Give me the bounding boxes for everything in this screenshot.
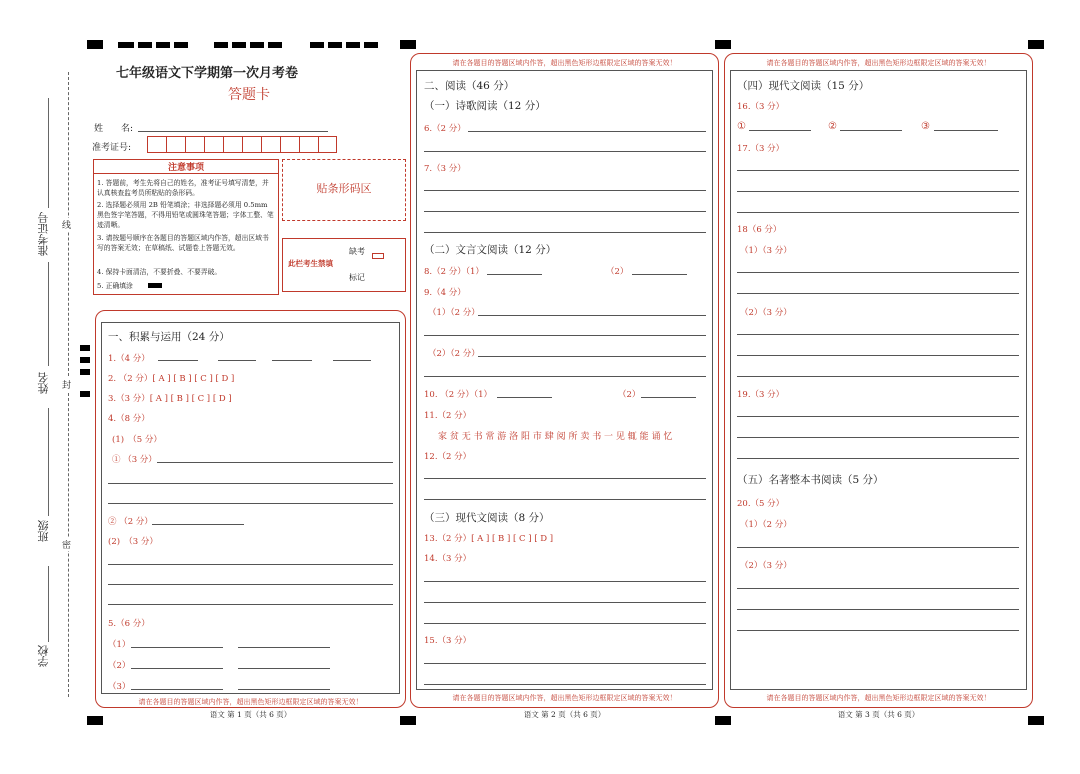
- answer-line[interactable]: [487, 274, 542, 275]
- answer-line[interactable]: [737, 376, 1019, 377]
- page2-top-warning: 请在各题目的答题区域内作答，超出黑色矩形边框限定区域的答案无效！: [452, 59, 677, 67]
- id-boxes[interactable]: [147, 136, 337, 153]
- q12-label: 12.（2 分）: [424, 452, 472, 462]
- answer-line[interactable]: [424, 478, 706, 479]
- card-title: 答题卡: [228, 87, 270, 103]
- sidebar-id-field: [48, 98, 49, 208]
- q20-2-label: （2）（3 分）: [740, 561, 792, 571]
- page2-footer: 语文 第 2 页（共 6 页）: [523, 710, 606, 719]
- position-mark: [87, 40, 103, 49]
- sidebar-school-field: [48, 566, 49, 642]
- q18-2-label: （2）（3 分）: [740, 308, 792, 318]
- id-label: 准考证号:: [92, 143, 132, 153]
- position-mark: [346, 42, 360, 48]
- q4-1b-label: ② （2 分）: [108, 517, 153, 527]
- q4-1-label: (1) （5 分）: [112, 435, 162, 445]
- answer-line[interactable]: [934, 130, 998, 131]
- page3-top-warning: 请在各题目的答题区域内作答，超出黑色矩形边框限定区域的答案无效！: [766, 59, 991, 67]
- answer-line[interactable]: [424, 232, 706, 233]
- answer-line[interactable]: [238, 647, 330, 648]
- sidebar-seal-mark: 封: [62, 378, 71, 391]
- q18-label: 18（6 分）: [737, 225, 782, 235]
- answer-line[interactable]: [737, 170, 1019, 171]
- answer-line[interactable]: [424, 581, 706, 582]
- q16-choice-3: ③: [921, 121, 930, 132]
- q20-1-label: （1）（2 分）: [740, 520, 792, 530]
- answer-line[interactable]: [737, 416, 1019, 417]
- absent-label: 缺考: [349, 247, 365, 256]
- answer-line[interactable]: [478, 315, 706, 316]
- position-mark: [715, 40, 731, 49]
- answer-line[interactable]: [152, 524, 244, 525]
- q1-label: 1.（4 分）: [108, 354, 150, 364]
- name-field[interactable]: [138, 131, 328, 132]
- exam-title: 七年级语文下学期第一次月考卷: [116, 66, 299, 81]
- sub1-title: （一）诗歌阅读（12 分）: [424, 100, 546, 112]
- q19-label: 19.（3 分）: [737, 390, 785, 400]
- sub5-title: （五）名著整本书阅读（5 分）: [737, 474, 884, 486]
- q14-label: 14.（3 分）: [424, 554, 472, 564]
- q20-label: 20.（5 分）: [737, 499, 785, 509]
- q11-label: 11.（2 分）: [424, 411, 472, 421]
- answer-line[interactable]: [333, 360, 371, 361]
- answer-line[interactable]: [749, 130, 811, 131]
- page2-section-title: 二、阅读（46 分）: [424, 80, 515, 92]
- answer-line[interactable]: [840, 130, 902, 131]
- answer-line[interactable]: [468, 131, 706, 132]
- answer-line[interactable]: [424, 499, 706, 500]
- position-mark: [156, 42, 170, 48]
- answer-line[interactable]: [737, 212, 1019, 213]
- position-mark: [174, 42, 188, 48]
- answer-line[interactable]: [424, 190, 706, 191]
- sidebar-line-mark: 线: [62, 218, 71, 231]
- absent-checkbox[interactable]: [372, 253, 384, 259]
- q11-text[interactable]: 家 贫 无 书 常 游 洛 阳 市 肆 阅 所 卖 书 一 见 辄 能 诵 忆: [438, 432, 673, 442]
- answer-line[interactable]: [131, 668, 223, 669]
- sidebar-name-label: 姓名: [37, 372, 50, 394]
- q13-choice[interactable]: 13.（2 分）[ A ] [ B ] [ C ] [ D ]: [424, 534, 554, 544]
- position-mark: [80, 345, 90, 351]
- answer-line[interactable]: [108, 483, 393, 484]
- answer-line[interactable]: [737, 437, 1019, 438]
- q9-1-label: （1）（2 分）: [428, 308, 480, 318]
- answer-line[interactable]: [108, 503, 393, 504]
- q18-1-label: （1）（3 分）: [740, 246, 792, 256]
- page1-footer: 语文 第 1 页（共 6 页）: [209, 710, 292, 719]
- position-mark: [400, 40, 416, 49]
- answer-line[interactable]: [424, 663, 706, 664]
- answer-line[interactable]: [424, 151, 706, 152]
- answer-line[interactable]: [108, 564, 393, 565]
- position-mark: [268, 42, 282, 48]
- answer-line[interactable]: [737, 355, 1019, 356]
- notice-item: 4. 保持卡面清洁，不要折叠、不要弄破。: [97, 268, 222, 276]
- q8b-label: （2）: [606, 267, 629, 277]
- answer-line[interactable]: [737, 609, 1019, 610]
- answer-line[interactable]: [424, 623, 706, 624]
- notice-title: 注意事项: [93, 160, 279, 174]
- q8-label: 8.（2 分）（1）: [424, 267, 484, 277]
- q5-2-label: （2）: [108, 661, 131, 671]
- q16-choice-1: ①: [737, 121, 746, 132]
- q9-2-label: （2）（2 分）: [428, 349, 480, 359]
- answer-line[interactable]: [158, 360, 198, 361]
- forbid-label: 此栏考生禁填: [288, 259, 333, 268]
- page3-answer-box: [730, 70, 1027, 690]
- q2-choice[interactable]: 2. （2 分）[ A ] [ B ] [ C ] [ D ]: [108, 374, 235, 384]
- q5-label: 5.（6 分）: [108, 619, 150, 629]
- page1-warning: 请在各题目的答题区域内作答，超出黑色矩形边框限定区域的答案无效！: [138, 698, 363, 706]
- answer-line[interactable]: [737, 458, 1019, 459]
- sub2-title: （二）文言文阅读（12 分）: [424, 244, 557, 256]
- answer-line[interactable]: [737, 293, 1019, 294]
- answer-line[interactable]: [131, 689, 223, 690]
- q10-label: 10. （2 分）（1）: [424, 390, 492, 400]
- q17-label: 17.（3 分）: [737, 144, 785, 154]
- fill-example: [148, 283, 162, 288]
- page2-warning: 请在各题目的答题区域内作答，超出黑色矩形边框限定区域的答案无效！: [452, 694, 677, 702]
- answer-line[interactable]: [737, 272, 1019, 273]
- answer-line[interactable]: [131, 647, 223, 648]
- q4-1a-label: ① （3 分）: [112, 455, 157, 465]
- notice-item: 5. 正确填涂: [97, 282, 133, 290]
- position-mark: [214, 42, 228, 48]
- position-mark: [118, 42, 134, 48]
- answer-line[interactable]: [424, 602, 706, 603]
- q9-label: 9.（4 分）: [424, 288, 466, 298]
- q15-label: 15.（3 分）: [424, 636, 472, 646]
- position-mark: [80, 369, 90, 375]
- answer-line[interactable]: [238, 668, 330, 669]
- answer-line[interactable]: [737, 630, 1019, 631]
- answer-line[interactable]: [641, 397, 696, 398]
- notice-item: 2. 选择题必须用 2B 铅笔填涂；非选择题必须用 0.5mm 黑色签字笔答题，不得用铅笔或圆珠笔答题；字体工整、笔迹清晰。: [97, 201, 274, 229]
- sub4-title: （四）现代文阅读（15 分）: [737, 80, 870, 92]
- position-mark: [364, 42, 378, 48]
- position-mark: [328, 42, 342, 48]
- answer-line[interactable]: [218, 360, 256, 361]
- mark-label: 标记: [349, 273, 365, 282]
- name-label: 姓 名:: [94, 124, 134, 134]
- answer-line[interactable]: [424, 376, 706, 377]
- position-mark: [310, 42, 324, 48]
- answer-line[interactable]: [157, 462, 393, 463]
- sidebar-name-field: [48, 262, 49, 366]
- q5-1-label: （1）: [108, 640, 131, 650]
- page1-section-title: 一、积累与运用（24 分）: [108, 331, 230, 343]
- position-mark: [232, 42, 246, 48]
- q3-choice[interactable]: 3.（3 分）[ A ] [ B ] [ C ] [ D ]: [108, 394, 232, 404]
- q16-choice-2: ②: [828, 121, 837, 132]
- answer-line[interactable]: [108, 584, 393, 585]
- sidebar-class-field: [48, 408, 49, 516]
- answer-line[interactable]: [632, 274, 687, 275]
- position-mark: [80, 357, 90, 363]
- sidebar-id-label: 准考证号: [37, 212, 50, 256]
- answer-line[interactable]: [238, 689, 330, 690]
- q4-label: 4.（8 分）: [108, 414, 150, 424]
- sidebar-school-label: 学校: [37, 645, 50, 667]
- sub3-title: （三）现代文阅读（8 分）: [424, 512, 550, 524]
- q4-2-label: (2) （3 分）: [108, 537, 158, 547]
- answer-line[interactable]: [478, 356, 706, 357]
- answer-line[interactable]: [737, 547, 1019, 548]
- position-mark: [138, 42, 152, 48]
- q6-label: 6.（2 分）: [424, 124, 466, 134]
- position-mark: [1028, 40, 1044, 49]
- answer-line[interactable]: [424, 684, 706, 685]
- barcode-label: 贴条形码区: [316, 182, 372, 195]
- page3-warning: 请在各题目的答题区域内作答，超出黑色矩形边框限定区域的答案无效！: [766, 694, 991, 702]
- q10b-label: （2）: [618, 390, 641, 400]
- answer-line[interactable]: [424, 335, 706, 336]
- position-mark: [80, 391, 90, 397]
- q16-label: 16.（3 分）: [737, 102, 785, 112]
- position-mark: [250, 42, 264, 48]
- answer-line[interactable]: [737, 588, 1019, 589]
- answer-line[interactable]: [737, 334, 1019, 335]
- answer-line[interactable]: [737, 191, 1019, 192]
- notice-item: 3. 请按题号顺序在各题目的答题区域内作答，超出区域书写的答案无效；在草稿纸、试题卷上答题无效。: [97, 234, 269, 252]
- notice-item: 1. 答题前，考生先将自己的姓名，准考证号填写清楚，并认真核查监考员所粘贴的条形码。: [97, 179, 269, 197]
- answer-line[interactable]: [108, 604, 393, 605]
- sidebar-class-label: 班级: [37, 520, 50, 542]
- q5-3-label: （3）: [108, 682, 131, 692]
- sidebar-secret-mark: 密: [62, 538, 71, 551]
- answer-line[interactable]: [272, 360, 312, 361]
- page3-footer: 语文 第 3 页（共 6 页）: [837, 710, 920, 719]
- answer-line[interactable]: [424, 211, 706, 212]
- q7-label: 7.（3 分）: [424, 164, 466, 174]
- answer-line[interactable]: [497, 397, 552, 398]
